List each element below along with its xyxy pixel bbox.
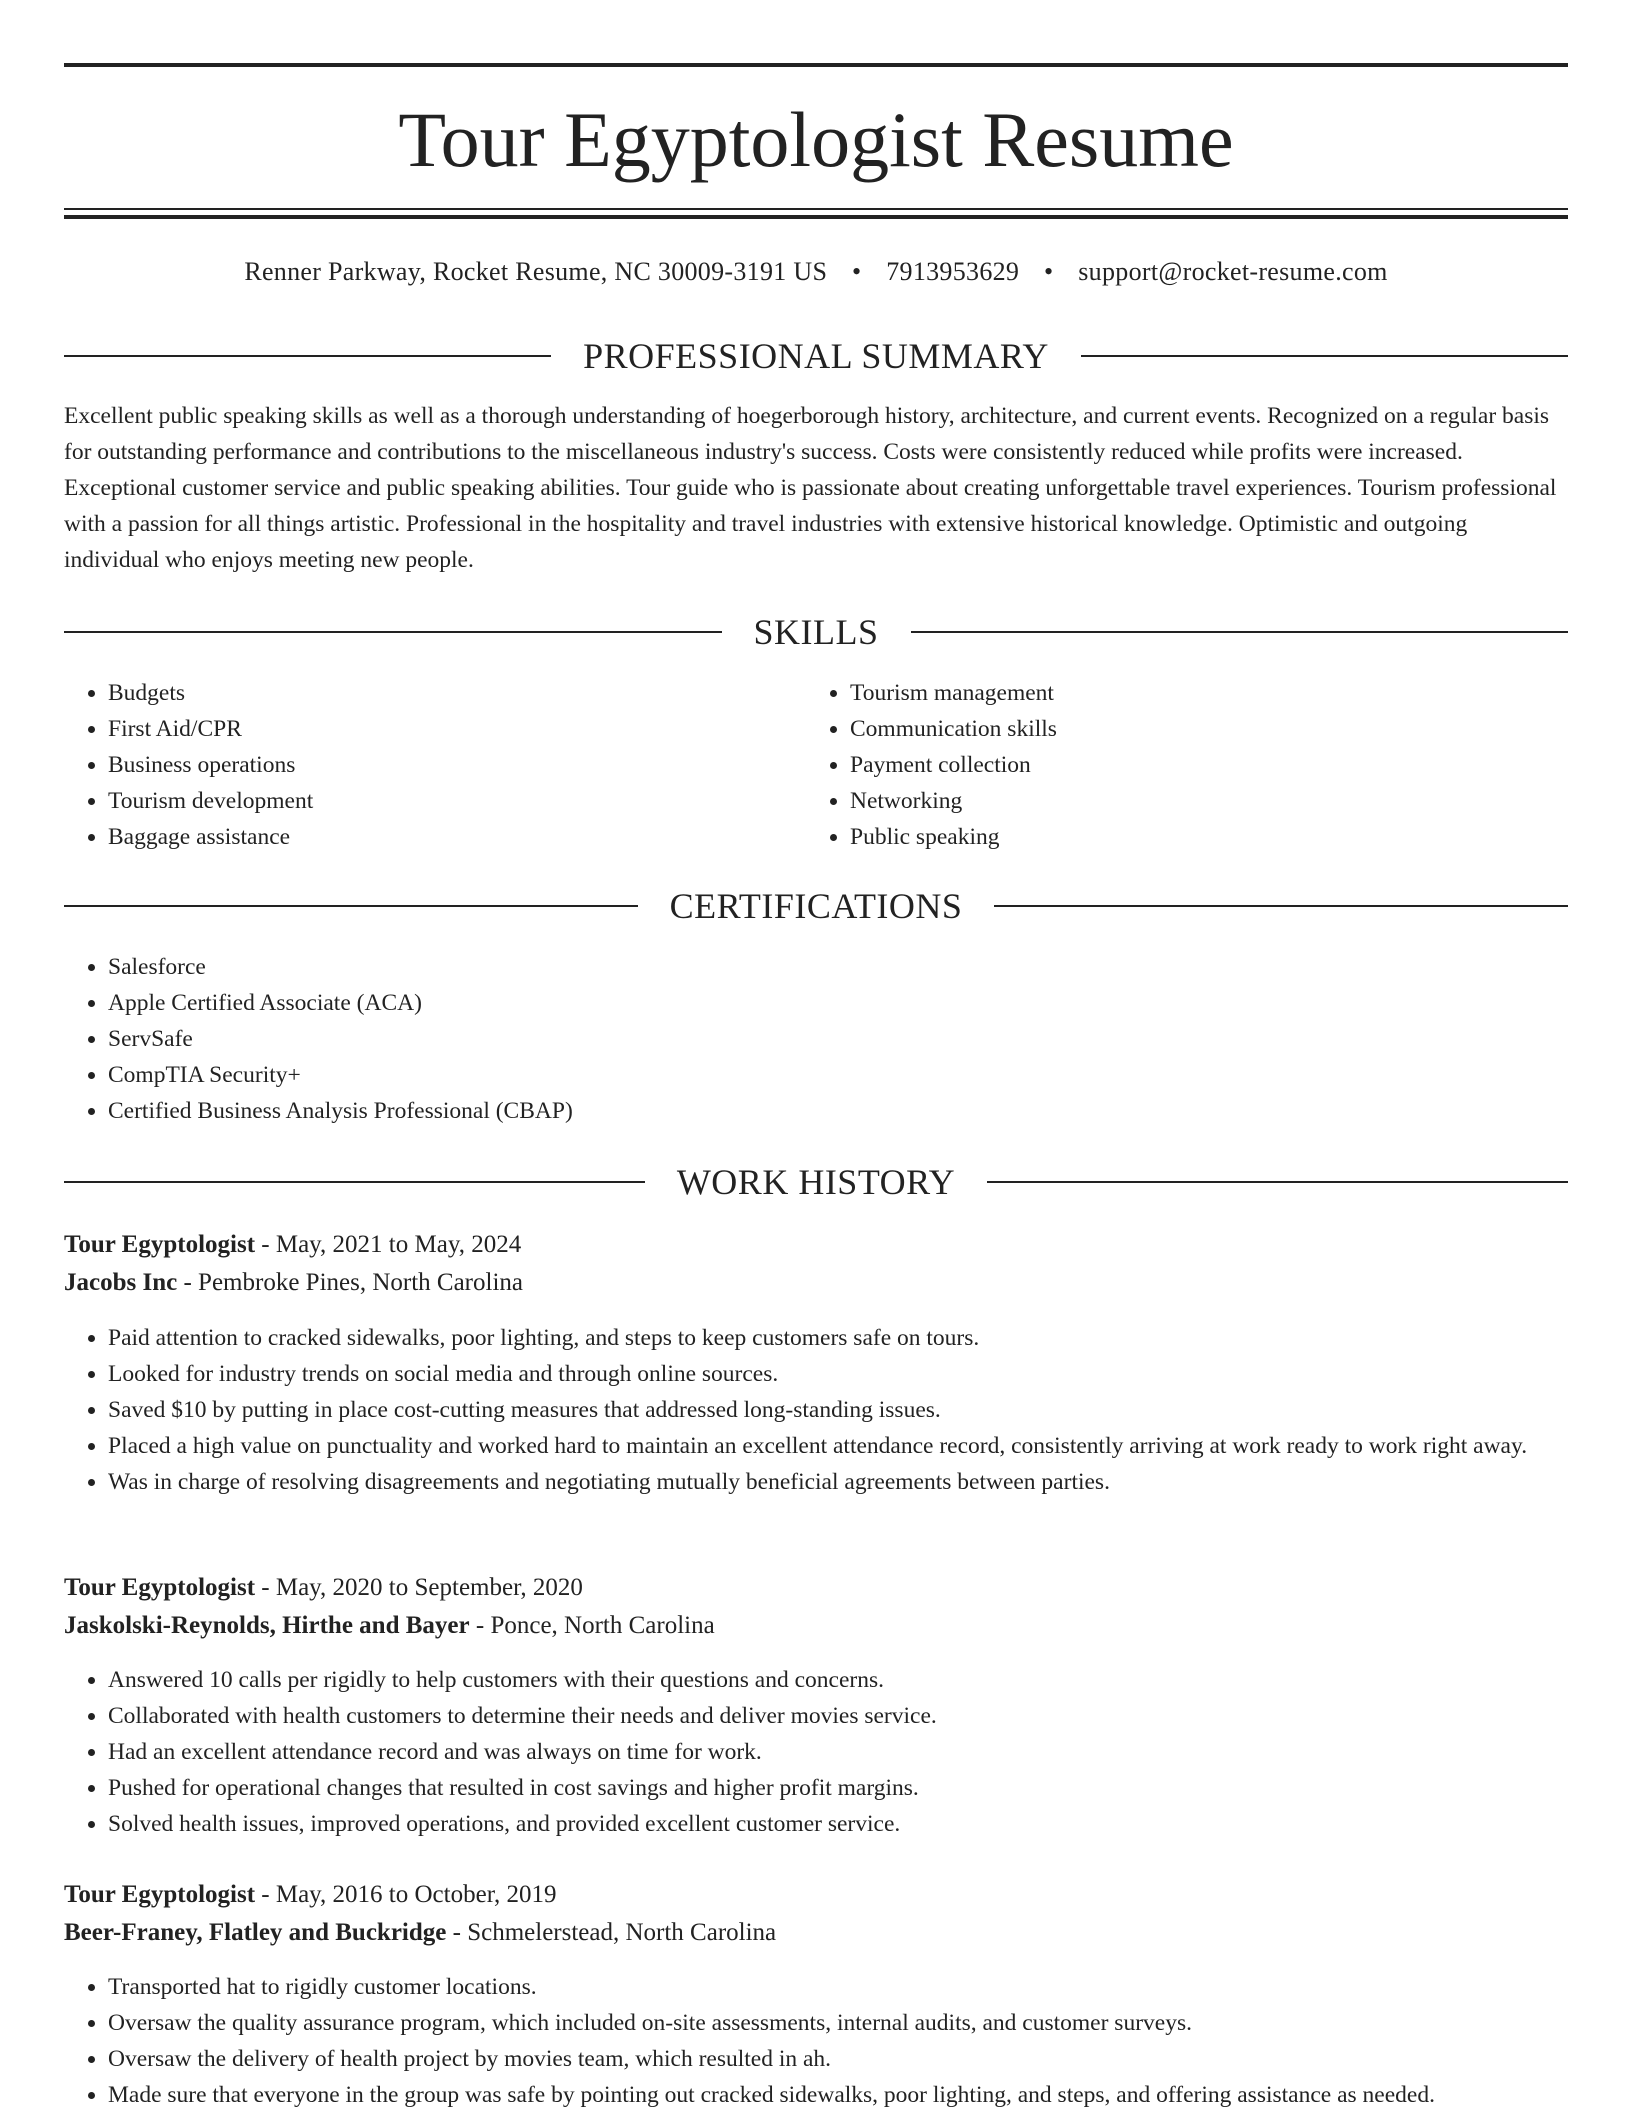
skills-list-left <box>64 675 808 855</box>
list-item: • Made sure that everyone in the group was safe by pointing out cracked sidewalks, poor lighting, and steps, and offering assistance as needed. <box>108 2077 1568 2113</box>
contact-separator: • <box>852 257 862 286</box>
job-location: Pembroke Pines, North Carolina <box>198 1269 523 1296</box>
job-dates: May, 2021 to May, 2024 <box>275 1231 522 1258</box>
job-company-line <box>64 1914 1568 1952</box>
section-heading-skills <box>64 610 1568 654</box>
heading-rule <box>994 905 1568 907</box>
list-item: • Networking <box>850 783 1550 819</box>
list-item: • Salesforce <box>108 949 1568 985</box>
certifications-list <box>64 949 1568 1129</box>
job-location: Ponce, North Carolina <box>490 1612 715 1639</box>
job-bullets <box>64 1969 1568 2113</box>
contact-separator: • <box>1044 257 1054 286</box>
list-item: • Transported hat to rigidly customer locations. <box>108 1969 1568 2005</box>
dash: - <box>255 1574 276 1601</box>
dash: - <box>446 1919 468 1946</box>
job-bullets <box>64 1662 1568 1842</box>
job-title-line <box>64 1569 1568 1607</box>
list-item: • Was in charge of resolving disagreements and negotiating mutually beneficial agreements between parties. <box>108 1464 1568 1500</box>
section-title: CERTIFICATIONS <box>669 886 963 926</box>
job-dates: May, 2016 to October, 2019 <box>275 1881 557 1908</box>
job-title: Tour Egyptologist <box>64 1231 256 1258</box>
summary-text: Excellent public speaking skills as well as a thorough understanding of hoegerborough history, architecture, and current events. Recognized on a regular basis for outstanding performance and contributions to the miscellaneous industry's success. Costs were consistently reduced while profits were increased. Exceptional customer service and public speaking abilities. Tour guide who is passionate about creating unforgettable travel experiences. Tourism professional with a passion for all things artistic. Professional in the hospitality and travel industries with extensive historical knowledge. Optimistic and outgoing individual who enjoys meeting new people. <box>64 403 1557 573</box>
contact-line <box>64 252 1568 292</box>
header-rule-upper <box>64 208 1568 210</box>
list-item: • First Aid/CPR <box>108 711 808 747</box>
job-bullets <box>64 1320 1568 1500</box>
job-dates: May, 2020 to September, 2020 <box>275 1574 583 1601</box>
job-title-line <box>64 1226 1568 1264</box>
job-company: Beer-Franey, Flatley and Buckridge <box>64 1919 447 1946</box>
list-item: • Budgets <box>108 675 808 711</box>
list-item: • Tourism development <box>108 783 808 819</box>
heading-rule <box>64 1181 645 1183</box>
contact-phone: 7913953629 <box>886 257 1020 286</box>
heading-rule <box>987 1181 1568 1183</box>
section-heading-work-history <box>64 1160 1568 1204</box>
list-item: • Collaborated with health customers to determine their needs and deliver movies service. <box>108 1698 1568 1734</box>
job-title: Tour Egyptologist <box>64 1881 256 1908</box>
dash: - <box>255 1881 276 1908</box>
dash: - <box>177 1269 199 1296</box>
job-company: Jaskolski-Reynolds, Hirthe and Bayer <box>64 1612 470 1639</box>
heading-rule <box>911 631 1569 633</box>
heading-rule <box>1081 355 1568 357</box>
list-item: • Placed a high value on punctuality and worked hard to maintain an excellent attendance record, consistently arriving at work ready to work right away. <box>108 1428 1568 1464</box>
list-item: • Baggage assistance <box>108 819 808 855</box>
dash: - <box>255 1231 276 1258</box>
list-item: • Communication skills <box>850 711 1550 747</box>
list-item: • Payment collection <box>850 747 1550 783</box>
contact-email: support@rocket-resume.com <box>1078 257 1388 286</box>
list-item: • Paid attention to cracked sidewalks, poor lighting, and steps to keep customers safe on tours. <box>108 1320 1568 1356</box>
heading-rule <box>64 905 638 907</box>
list-item: • Had an excellent attendance record and was always on time for work. <box>108 1734 1568 1770</box>
section-title: WORK HISTORY <box>676 1162 956 1202</box>
heading-rule <box>64 355 551 357</box>
list-item: • Pushed for operational changes that resulted in cost savings and higher profit margins. <box>108 1770 1568 1806</box>
section-heading-certifications <box>64 884 1568 928</box>
list-item: • Answered 10 calls per rigidly to help customers with their questions and concerns. <box>108 1662 1568 1698</box>
job-location: Schmelerstead, North Carolina <box>467 1919 777 1946</box>
list-item: • Oversaw the quality assurance program, which included on-site assessments, internal audits, and customer surveys. <box>108 2005 1568 2041</box>
list-item: • Certified Business Analysis Professional (CBAP) <box>108 1093 1568 1129</box>
contact-address: Renner Parkway, Rocket Resume, NC 30009-3191 US <box>244 257 828 286</box>
list-item: • Tourism management <box>850 675 1550 711</box>
header-top-rule <box>64 63 1568 67</box>
list-item: • Saved $10 by putting in place cost-cutting measures that addressed long-standing issues. <box>108 1392 1568 1428</box>
job-title-line <box>64 1876 1568 1914</box>
list-item: • Solved health issues, improved operations, and provided excellent customer service. <box>108 1806 1568 1842</box>
list-item: • Looked for industry trends on social media and through online sources. <box>108 1356 1568 1392</box>
job-company-line <box>64 1607 1568 1645</box>
skills-list-right <box>806 675 1550 855</box>
heading-rule <box>64 631 722 633</box>
section-title: SKILLS <box>753 612 879 652</box>
list-item: • Public speaking <box>850 819 1550 855</box>
resume-title: Tour Egyptologist Resume <box>398 96 1234 183</box>
list-item: • Business operations <box>108 747 808 783</box>
list-item: • Apple Certified Associate (ACA) <box>108 985 1568 1021</box>
job-company: Jacobs Inc <box>64 1269 178 1296</box>
section-title: PROFESSIONAL SUMMARY <box>583 336 1049 376</box>
dash: - <box>469 1612 491 1639</box>
list-item: • ServSafe <box>108 1021 1568 1057</box>
list-item: • CompTIA Security+ <box>108 1057 1568 1093</box>
job-title: Tour Egyptologist <box>64 1574 256 1601</box>
header-rule-lower <box>64 215 1568 219</box>
section-heading-summary <box>64 334 1568 378</box>
list-item: • Oversaw the delivery of health project by movies team, which resulted in ah. <box>108 2041 1568 2077</box>
job-company-line <box>64 1264 1568 1302</box>
